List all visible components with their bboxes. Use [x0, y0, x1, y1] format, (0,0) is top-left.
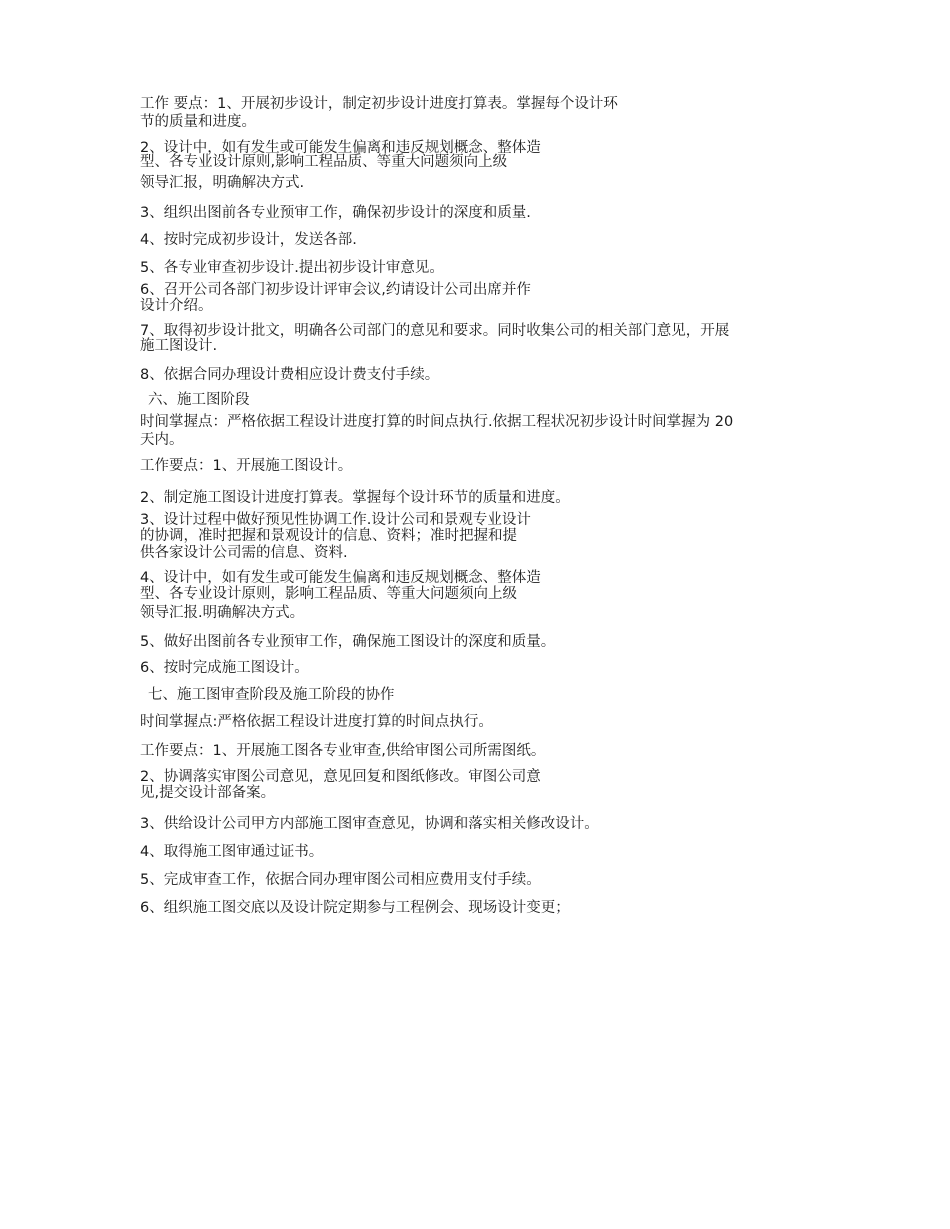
text-line: 工作 要点：1、开展初步设计，制定初步设计进度打算表。掌握每个设计环 — [140, 96, 618, 112]
text-line: 领导汇报.明确解决方式。 — [140, 605, 305, 621]
text-line: 2、制定施工图设计进度打算表。掌握每个设计环节的质量和进度。 — [140, 490, 570, 506]
text-line: 的协调，准时把握和景观设计的信息、资料；准时把握和提 — [140, 528, 517, 544]
text-line: 5、完成审查工作，依据合同办理审图公司相应费用支付手续。 — [140, 872, 541, 888]
text-line: 8、依据合同办理设计费相应设计费支付手续。 — [140, 367, 440, 383]
text-line: 4、设计中，如有发生或可能发生偏离和违反规划概念、整体造 — [140, 570, 541, 586]
text-line: 供各家设计公司需的信息、资料. — [140, 545, 348, 561]
text-line: 4、按时完成初步设计，发送各部. — [140, 232, 357, 248]
text-line: 设计介绍。 — [140, 298, 213, 314]
text-line: 4、取得施工图审通过证书。 — [140, 844, 324, 860]
text-line: 工作要点：1、开展施工图各专业审查,供给审图公司所需图纸。 — [140, 743, 546, 759]
text-line: 3、组织出图前各专业预审工作，确保初步设计的深度和质量. — [140, 205, 531, 221]
text-line: 2、设计中，如有发生或可能发生偏离和违反规划概念、整体造 — [140, 140, 541, 156]
text-line: 型、各专业设计原则,影响工程品质、等重大问题须向上级 — [140, 154, 508, 170]
text-line: 2、协调落实审图公司意见，意见回复和图纸修改。审图公司意 — [140, 769, 541, 785]
text-line: 7、取得初步设计批文，明确各公司部门的意见和要求。同时收集公司的相关部门意见，开展 — [140, 323, 730, 339]
section-heading: 六、施工图阶段 — [148, 392, 250, 408]
text-line: 3、设计过程中做好预见性协调工作.设计公司和景观专业设计 — [140, 512, 531, 528]
section-heading: 七、施工图审查阶段及施工阶段的协作 — [148, 687, 395, 703]
text-line: 领导汇报，明确解决方式. — [140, 175, 305, 191]
text-line: 5、做好出图前各专业预审工作，确保施工图设计的深度和质量。 — [140, 634, 556, 650]
text-line: 见,提交设计部备案。 — [140, 785, 276, 801]
text-line: 6、按时完成施工图设计。 — [140, 660, 309, 676]
text-line: 时间掌握点：严格依据工程设计进度打算的时间点执行.依据工程状况初步设计时间掌握为 20 — [140, 414, 734, 430]
text-line: 3、供给设计公司甲方内部施工图审查意见，协调和落实相关修改设计。 — [140, 816, 599, 832]
text-line: 6、组织施工图交底以及设计院定期参与工程例会、现场设计变更； — [140, 900, 570, 916]
text-line: 5、各专业审查初步设计.提出初步设计审意见。 — [140, 260, 444, 276]
text-line: 天内。 — [140, 432, 184, 448]
text-line: 工作要点：1、开展施工图设计。 — [140, 458, 353, 474]
text-line: 节的质量和进度。 — [140, 114, 256, 130]
text-line: 施工图设计. — [140, 338, 218, 354]
text-line: 型、各专业设计原则，影响工程品质、等重大问题须向上级 — [140, 586, 517, 602]
text-line: 时间掌握点:严格依据工程设计进度打算的时间点执行。 — [140, 714, 493, 730]
text-line: 6、召开公司各部门初步设计评审会议,约请设计公司出席并作 — [140, 282, 531, 298]
